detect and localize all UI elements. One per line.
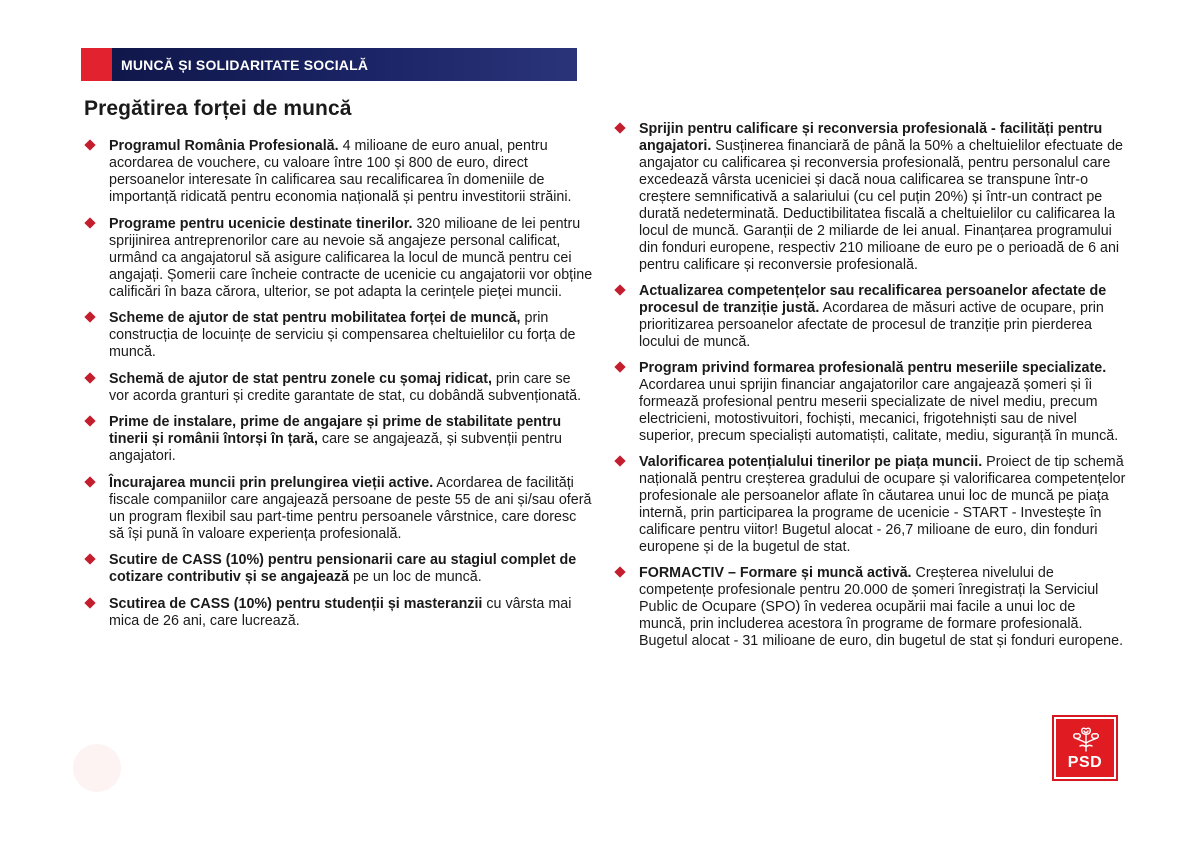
diamond-bullet-icon — [614, 566, 625, 577]
diamond-bullet-icon — [614, 122, 625, 133]
measure-title: Actualizarea competențelor sau recalificarea persoanelor afectate de procesul de tranziție justă. — [639, 283, 1107, 316]
measure-item — [614, 565, 1126, 650]
diamond-bullet-icon — [84, 415, 95, 426]
measure-description: Acordarea unui sprijin financiar angajatorilor care angajează șomeri și îi formează profesional pentru meserii specializate de nivel mediu, precum electricieni, motostivuitori, fochiști, mecanici, frigotehniști sau de nivel superior, precum specialiști automatiști, calitate, mediu, siguranță în muncă. — [639, 377, 1119, 444]
measure-description: 320 milioane de lei pentru sprijinirea antreprenorilor care au nevoie să angajeze personal calificat, urmând ca angajatorul să asigure calificarea la locul de muncă pentru cei angajați. Șomerii care încheie contracte de ucenicie cu angajatorii vor obține calificări în baza cărora, ulterior, se pot adapta la cerințele pieței muncii. — [109, 215, 593, 300]
diamond-bullet-icon — [84, 217, 95, 228]
measure-item — [614, 360, 1126, 445]
banner-red-block — [81, 48, 112, 81]
measure-title: FORMACTIV – Formare și muncă activă. — [639, 565, 912, 581]
measure-description: Proiect de tip schemă națională pentru creșterea gradului de ocupare și valorificarea competențelor profesionale ale persoanelor aflate în căutarea unui loc de muncă pe piața internă, prin participarea la programe de ucenicie - START - Investește în calificare pentru viitor! Bugetul alocat - 26,7 milioane de euro, din fonduri europene și de la bugetul de stat. — [639, 454, 1126, 555]
measure-description: care se angajează, și subvenții pentru angajatori. — [109, 431, 562, 464]
left-column — [84, 138, 594, 639]
measure-title: Valorificarea potențialului tinerilor pe piața muncii. — [639, 454, 983, 470]
measure-title: Încurajarea muncii prin prelungirea vieții active. — [109, 474, 434, 491]
measure-item — [614, 121, 1126, 274]
psd-logo — [1052, 715, 1118, 781]
measure-description: Susținerea financiară de până la 50% a cheltuielilor efectuate de angajator cu calificarea și reconversia profesională, pentru personalul care excedează vârsta uceniciei și dacă noua calificarea se transpune într-o creștere semnificativă a salariului (cu cel puțin 20%) și într-un contract pe durată nedeterminată. Deductibilitatea fiscală a cheltuielilor cu calificarea la locul de muncă. Garanții de 2 miliarde de lei anual. Finanțarea programului din fonduri europene, respectiv 210 milioane de euro pe o perioadă de 6 ani pentru calificare și reconversie profesională. — [639, 138, 1124, 273]
measure-item — [84, 216, 594, 301]
measure-title: Programe pentru ucenicie destinate tinerilor. — [109, 215, 413, 232]
measure-item — [84, 138, 594, 206]
diamond-bullet-icon — [84, 597, 95, 608]
measure-description: Acordarea de facilități fiscale companiilor care angajează persoane de peste 55 de ani și/sau oferă un program flexibil sau part-time pentru persoanele vârstnice, care doresc să își pună în valoare experiența profesională. — [109, 474, 592, 542]
measure-item — [84, 596, 594, 630]
measure-description: 4 milioane de euro anual, pentru acordarea de vouchere, cu valoare între 100 și 800 de euro, direct persoanelor interesate în calificarea sau recalificarea în domeniile de importanță ridicată pentru economia națională și pentru investitorii străini. — [109, 138, 572, 205]
logo-text: PSD — [1067, 754, 1103, 771]
measure-title: Programul România Profesională. — [109, 138, 339, 154]
measure-title: Scheme de ajutor de stat pentru mobilitatea forței de muncă, — [109, 310, 521, 326]
measure-description: cu vârsta mai mica de 26 ani, care lucrează. — [109, 595, 572, 629]
logo-inner — [1056, 719, 1114, 777]
left-measures-list — [84, 138, 594, 630]
measure-item — [84, 475, 594, 543]
right-measures-list — [614, 121, 1126, 650]
diamond-bullet-icon — [84, 553, 95, 564]
measure-item — [84, 414, 594, 465]
measure-title: Prime de instalare, prime de angajare și prime de stabilitate pentru tinerii și românii întorși în țară, — [109, 414, 562, 447]
diamond-bullet-icon — [84, 139, 95, 150]
measure-description: prin construcția de locuințe de serviciu și compensarea cheltuielilor cu forța de muncă. — [109, 310, 576, 360]
rose-icon — [1070, 723, 1102, 753]
page-title: Pregătirea forței de muncă — [84, 97, 352, 120]
measure-title: Scutirea de CASS (10%) pentru studenții și masteranzii — [109, 595, 483, 612]
diamond-bullet-icon — [84, 311, 95, 322]
right-column — [614, 121, 1126, 659]
diamond-bullet-icon — [84, 476, 95, 487]
measure-item — [84, 552, 594, 586]
measure-description: Acordarea de măsuri active de ocupare, prin prioritizarea persoanelor afectate de procesul de tranziție prin pierderea locului de muncă. — [639, 300, 1104, 350]
section-label: MUNCĂ ȘI SOLIDARITATE SOCIALĂ — [112, 48, 577, 81]
measure-item — [614, 283, 1126, 351]
diamond-bullet-icon — [614, 455, 625, 466]
measure-title: Scutire de CASS (10%) pentru pensionarii care au stagiul complet de cotizare contributiv și se angajează — [109, 552, 577, 585]
measure-title: Sprijin pentru calificare și reconversia profesională - facilități pentru angajatori. — [639, 121, 1103, 154]
measure-item — [614, 454, 1126, 556]
measure-title: Schemă de ajutor de stat pentru zonele cu șomaj ridicat, — [109, 370, 492, 387]
page-marker — [73, 744, 121, 792]
diamond-bullet-icon — [84, 372, 95, 383]
diamond-bullet-icon — [614, 284, 625, 295]
measure-item — [84, 310, 594, 361]
section-banner — [81, 48, 577, 81]
measure-description: Creșterea nivelului de competențe profesionale pentru 20.000 de șomeri înregistrați la Serviciul Public de Ocupare (SPO) în vederea ocupării mai facile a unui loc de muncă, prin includerea acestora în programe de formare profesională. Bugetul alocat - 31 milioane de euro, din bugetul de stat și fonduri europene. — [639, 565, 1124, 649]
measure-title: Program privind formarea profesională pentru meseriile specializate. — [639, 360, 1107, 376]
measure-item — [84, 371, 594, 405]
measure-description: prin care se vor acorda granturi și credite garantate de stat, cu dobândă subvenționată. — [109, 370, 582, 404]
diamond-bullet-icon — [614, 361, 625, 372]
measure-description: pe un loc de muncă. — [348, 569, 482, 585]
